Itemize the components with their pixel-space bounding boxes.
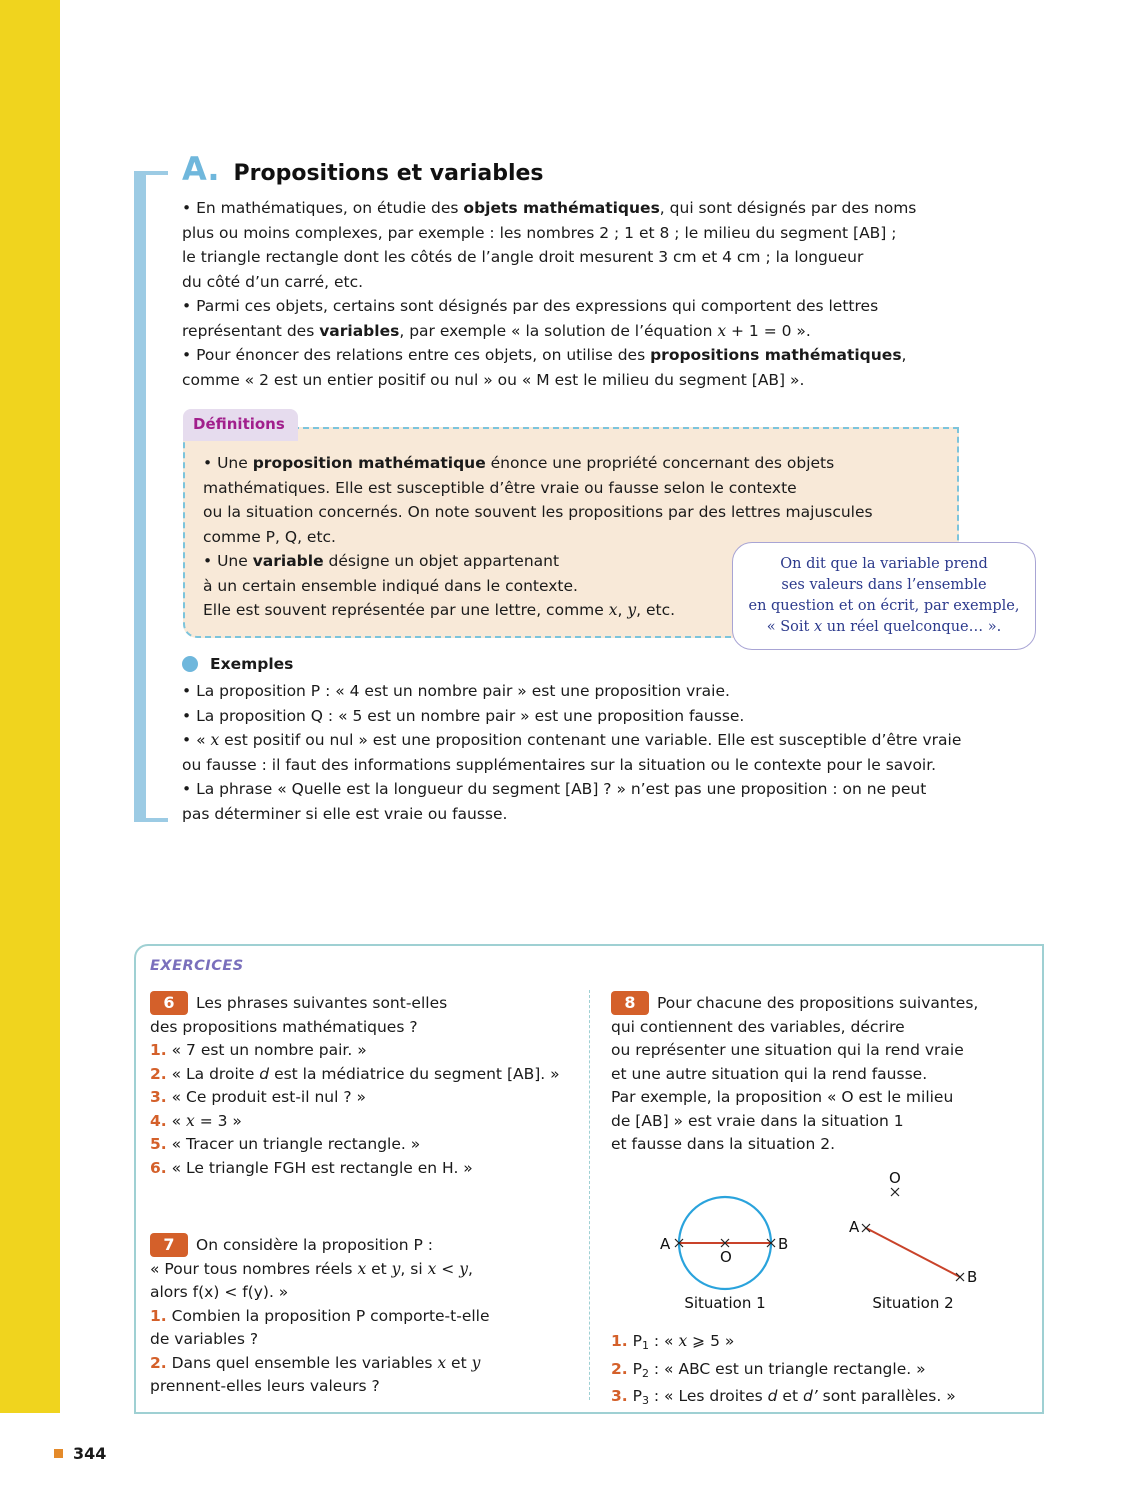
- section-title: Propositions et variables: [233, 161, 544, 186]
- definitions-tab: Définitions: [183, 409, 298, 441]
- page-number: 344: [54, 1444, 106, 1463]
- exercise-number-badge: 7: [150, 1233, 188, 1257]
- svg-text:O: O: [720, 1248, 732, 1266]
- column-divider: [589, 990, 590, 1400]
- intro-paragraph: • En mathématiques, on étudie des objets mathématiques, qui sont désignés par des noms plus ou moins complexes, par exemple : les nombres 2 ; 1 et 8 ; le milieu du segment [AB] ; le triangle rectangle dont les côtés de l’angle droit mesurent 3 cm et 4 cm ; la longueur du côté d’un carré, etc. • Parmi ces objets, certains sont désignés par des expressions qui comportent des lettres représentant des variables, par exemple « la solution de l’équation x + 1 = 0 ». • Pour énoncer des relations entre ces objets, on utilise des propositions mathématiques, comme « 2 est un entier positif ou nul » ou « M est le milieu du segment [AB] ».: [182, 199, 917, 389]
- section-letter: A.: [182, 150, 220, 188]
- list-item: 2. « La droite d est la médiatrice du segment [AB]. »: [150, 1064, 560, 1083]
- list-item: 3. $P_3$ : « Les droites d et d’ sont parallèles. »: [611, 1387, 956, 1407]
- section-bracket: [134, 171, 168, 822]
- exercise-8-items: [611, 1330, 956, 1413]
- list-item: 3. « Ce produit est-il nul ? »: [150, 1088, 366, 1106]
- svg-text:A: A: [849, 1218, 860, 1236]
- list-item: 6. « Le triangle FGH est rectangle en H. »: [150, 1158, 473, 1177]
- svg-text:O: O: [889, 1169, 901, 1187]
- situations-figure: [640, 1160, 1000, 1320]
- list-item: 1. « 7 est un nombre pair. »: [150, 1041, 367, 1059]
- list-item: 4. « x = 3 »: [150, 1111, 242, 1130]
- note-bubble: On dit que la variable prend ses valeurs dans l’ensemble en question et on écrit, par exemple, « Soit x un réel quelconque… ».: [732, 542, 1036, 650]
- list-item: 1. $P_1$ : « x ⩾ 5 »: [611, 1332, 735, 1352]
- svg-text:B: B: [967, 1268, 978, 1286]
- exercises-title: EXERCICES: [150, 958, 244, 974]
- situation-2-label: Situation 2: [872, 1294, 954, 1312]
- section-heading: [182, 150, 544, 188]
- list-item: 2. $P_2$ : « ABC est un triangle rectangle. »: [611, 1359, 926, 1380]
- bullet-dot-icon: [182, 656, 198, 672]
- examples-list: • La proposition P : « 4 est un nombre pair » est une proposition vraie. • La proposition Q : « 5 est un nombre pair » est une proposition fausse. • « x est positif ou nul » est une proposition contenant une variable. Elle est susceptible d’être vraie ou fausse : il faut des informations supplémentaires sur la situation ou le contexte pour le savoir. • La phrase « Quelle est la longueur du segment [AB] ? » n’est pas une proposition : on ne peut pas déterminer si elle est vraie ou fausse.: [182, 682, 962, 823]
- exercise-7: 7 On considère la proposition P : « Pour tous nombres réels x et y, si x < y, alors f(x) < f(y). » 1. Combien la proposition P comporte-t-elle de variables ? 2. Dans quel ensemble les variables x et y prennent-elles leurs valeurs ?: [150, 1235, 490, 1395]
- situation-1-label: Situation 1: [684, 1294, 766, 1312]
- exercise-number-badge: 6: [150, 991, 188, 1015]
- page-marker-icon: [54, 1449, 63, 1458]
- svg-text:B: B: [778, 1235, 789, 1253]
- side-color-bar: [0, 0, 60, 1413]
- svg-text:A: A: [660, 1235, 671, 1253]
- exercise-6: 6 Les phrases suivantes sont-elles des propositions mathématiques ? 1. « 7 est un nombre pair. » 2. « La droite d est la médiatrice du segment [AB]. » 3. « Ce produit est-il nul ? » 4. « x = 3 » 5. « Tracer un triangle rectangle. » 6. « Le triangle FGH est rectangle en H. »: [150, 991, 560, 1180]
- examples-heading: Exemples: [182, 655, 293, 673]
- exercise-8: 8 Pour chacune des propositions suivantes, qui contiennent des variables, décrire ou représenter une situation qui la rend vraie et une autre situation qui la rend fausse. Par exemple, la proposition « O est le milieu de [AB] » est vraie dans la situation 1 et fausse dans la situation 2.: [611, 993, 979, 1153]
- list-item: 5. « Tracer un triangle rectangle. »: [150, 1135, 421, 1153]
- exercise-number-badge: 8: [611, 991, 649, 1015]
- definitions-text: • Une proposition mathématique énonce une propriété concernant des objets mathématiques. Elle est susceptible d’être vraie ou fausse selon le contexte ou la situation concernés. On note souvent les propositions par des lettres majuscules comme P, Q, etc. • Une variable désigne un objet appartenant à un certain ensemble indiqué dans le contexte. Elle est souvent représentée par une lettre, comme x, y, etc.: [203, 454, 873, 619]
